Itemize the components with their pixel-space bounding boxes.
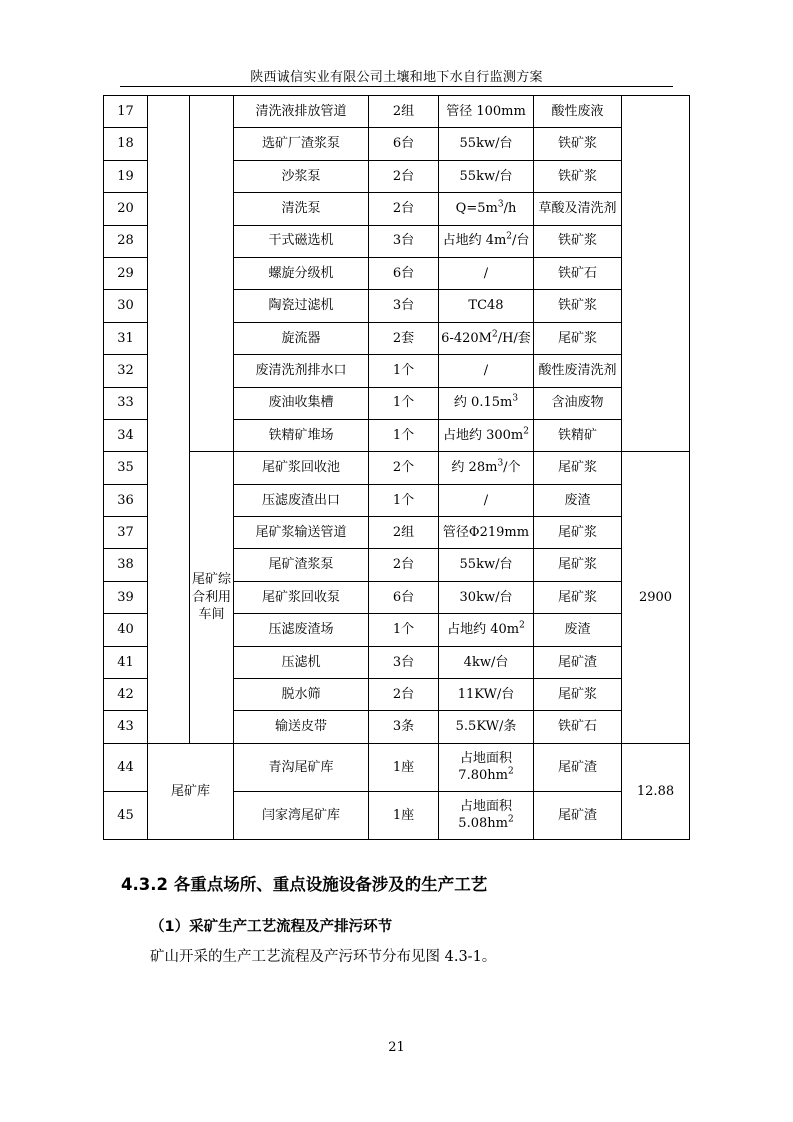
quantity: 2个 <box>369 452 439 484</box>
spec-cell <box>439 322 534 354</box>
spec-cell: 55kw/台 <box>439 549 534 581</box>
spec-text: 6-420M <box>441 330 492 346</box>
facility-name: 旋流器 <box>234 322 369 354</box>
area-cell-upper <box>622 96 690 452</box>
row-number: 31 <box>104 322 148 354</box>
spec-superscript: 2 <box>506 232 513 243</box>
spec-cell: / <box>439 355 534 387</box>
spec-cell: 4kw/台 <box>439 646 534 678</box>
row-number: 17 <box>104 96 148 128</box>
spec-value <box>439 232 533 250</box>
pollutant: 铁矿石 <box>534 711 622 743</box>
equipment-table <box>103 95 690 840</box>
pollutant: 尾矿渣 <box>534 791 622 839</box>
spec-cell: 55kw/台 <box>439 128 534 160</box>
quantity: 6台 <box>369 128 439 160</box>
spec-cell: 管径 100mm <box>439 96 534 128</box>
quantity: 2台 <box>369 193 439 225</box>
spec-text: 5.08hm <box>458 816 508 832</box>
section-title: 4.3.2 各重点场所、重点设施设备涉及的生产工艺 <box>121 875 488 894</box>
quantity: 2台 <box>369 679 439 711</box>
row-number: 36 <box>104 484 148 516</box>
spec-cell <box>439 791 534 839</box>
spec-cell <box>439 419 534 451</box>
row-number: 37 <box>104 517 148 549</box>
pollutant: 酸性废液 <box>534 96 622 128</box>
spec-line: 占地面积 <box>459 798 512 814</box>
pollutant: 尾矿浆 <box>534 517 622 549</box>
table-row <box>104 452 690 484</box>
pollutant: 尾矿渣 <box>534 646 622 678</box>
spec-superscript: 2 <box>491 329 498 340</box>
pollutant: 尾矿浆 <box>534 679 622 711</box>
table-row <box>104 743 690 791</box>
row-number: 32 <box>104 355 148 387</box>
quantity: 6台 <box>369 257 439 289</box>
facility-name: 输送皮带 <box>234 711 369 743</box>
row-number: 45 <box>104 791 148 839</box>
row-number: 42 <box>104 679 148 711</box>
spec-superscript: 2 <box>507 814 514 825</box>
spec-superscript: 2 <box>523 426 529 437</box>
facility-name: 废清洗剂排水口 <box>234 355 369 387</box>
quantity: 2组 <box>369 517 439 549</box>
quantity: 3台 <box>369 646 439 678</box>
quantity: 6台 <box>369 581 439 613</box>
facility-name: 铁精矿堆场 <box>234 419 369 451</box>
quantity: 1个 <box>369 419 439 451</box>
facility-name: 压滤废渣出口 <box>234 484 369 516</box>
spec-cell <box>439 614 534 646</box>
pollutant: 铁矿浆 <box>534 160 622 192</box>
body-paragraph: 矿山开采的生产工艺流程及产污环节分布见图 4.3-1。 <box>150 949 497 965</box>
tailings-reservoir-label: 尾矿库 <box>148 743 234 839</box>
row-number: 39 <box>104 581 148 613</box>
row-number: 41 <box>104 646 148 678</box>
quantity: 1个 <box>369 387 439 419</box>
subcategory-cell <box>190 96 234 452</box>
spec-superscript: 3 <box>497 458 504 469</box>
tailings-workshop-label: 尾矿综合利用车间 <box>190 452 234 744</box>
spec-text: 7.80hm <box>458 768 508 784</box>
row-number: 40 <box>104 614 148 646</box>
subsection-title: （1）采矿生产工艺流程及产排污环节 <box>150 919 393 935</box>
quantity: 2台 <box>369 160 439 192</box>
pollutant: 草酸及清洗剂 <box>534 193 622 225</box>
facility-name: 压滤机 <box>234 646 369 678</box>
spec-cell <box>439 193 534 225</box>
page-number: 21 <box>388 1040 405 1055</box>
spec-text: 占地约 40m <box>447 622 520 638</box>
quantity: 3台 <box>369 225 439 257</box>
quantity: 2套 <box>369 322 439 354</box>
pollutant: 含油废物 <box>534 387 622 419</box>
row-number: 18 <box>104 128 148 160</box>
spec-text: 约 0.15m <box>453 395 513 411</box>
facility-name: 尾矿浆回收池 <box>234 452 369 484</box>
spec-cell: / <box>439 484 534 516</box>
spec-value <box>439 767 533 785</box>
row-number: 20 <box>104 193 148 225</box>
spec-text: 占地约 4m <box>442 233 507 249</box>
facility-name: 螺旋分级机 <box>234 257 369 289</box>
spec-cell: 5.5KW/条 <box>439 711 534 743</box>
row-number: 43 <box>104 711 148 743</box>
row-number: 33 <box>104 387 148 419</box>
facility-name: 干式磁选机 <box>234 225 369 257</box>
area-value: 12.88 <box>622 743 690 839</box>
quantity: 1个 <box>369 614 439 646</box>
spec-value <box>439 394 533 412</box>
row-number: 28 <box>104 225 148 257</box>
spec-line: 占地面积 <box>459 750 512 766</box>
spec-value <box>439 621 533 639</box>
spec-cell: 11KW/台 <box>439 679 534 711</box>
facility-name: 闫家湾尾矿库 <box>234 791 369 839</box>
facility-name: 沙浆泵 <box>234 160 369 192</box>
spec-cell <box>439 452 534 484</box>
quantity: 2组 <box>369 96 439 128</box>
spec-text-suffix: /h <box>503 201 517 217</box>
row-number: 35 <box>104 452 148 484</box>
facility-name: 压滤废渣场 <box>234 614 369 646</box>
spec-superscript: 3 <box>497 199 504 210</box>
pollutant: 尾矿浆 <box>534 549 622 581</box>
quantity: 1个 <box>369 355 439 387</box>
page-header: 陕西诚信实业有限公司土壤和地下水自行监测方案 <box>250 70 543 85</box>
facility-name: 选矿厂渣浆泵 <box>234 128 369 160</box>
spec-cell <box>439 743 534 791</box>
pollutant: 铁精矿 <box>534 419 622 451</box>
table-row <box>104 96 690 128</box>
row-number: 38 <box>104 549 148 581</box>
quantity: 1个 <box>369 484 439 516</box>
facility-name: 尾矿浆回收泵 <box>234 581 369 613</box>
spec-cell: 55kw/台 <box>439 160 534 192</box>
facility-name: 清洗液排放管道 <box>234 96 369 128</box>
spec-cell: / <box>439 257 534 289</box>
spec-value <box>439 330 533 348</box>
pollutant: 废渣 <box>534 614 622 646</box>
pollutant: 铁矿浆 <box>534 128 622 160</box>
spec-text: 约 28m <box>451 460 498 476</box>
spec-cell <box>439 387 534 419</box>
facility-name: 清洗泵 <box>234 193 369 225</box>
pollutant: 尾矿浆 <box>534 581 622 613</box>
facility-name: 青沟尾矿库 <box>234 743 369 791</box>
spec-superscript: 3 <box>512 394 519 405</box>
spec-value <box>439 459 533 477</box>
pollutant: 尾矿渣 <box>534 743 622 791</box>
pollutant: 酸性废清洗剂 <box>534 355 622 387</box>
pollutant: 废渣 <box>534 484 622 516</box>
facility-name: 陶瓷过滤机 <box>234 290 369 322</box>
quantity: 2台 <box>369 549 439 581</box>
spec-value <box>439 815 533 833</box>
spec-cell: 30kw/台 <box>439 581 534 613</box>
row-number: 30 <box>104 290 148 322</box>
pollutant: 铁矿浆 <box>534 290 622 322</box>
row-number: 29 <box>104 257 148 289</box>
row-number: 44 <box>104 743 148 791</box>
pollutant: 铁矿石 <box>534 257 622 289</box>
spec-value <box>439 427 533 445</box>
spec-text-suffix: /个 <box>503 460 521 476</box>
facility-name: 废油收集槽 <box>234 387 369 419</box>
area-value: 2900 <box>622 452 690 744</box>
quantity: 3台 <box>369 290 439 322</box>
quantity: 3条 <box>369 711 439 743</box>
quantity: 1座 <box>369 743 439 791</box>
row-number: 34 <box>104 419 148 451</box>
quantity: 1座 <box>369 791 439 839</box>
spec-cell: TC48 <box>439 290 534 322</box>
facility-name: 尾矿渣浆泵 <box>234 549 369 581</box>
facility-name: 脱水筛 <box>234 679 369 711</box>
pollutant: 铁矿浆 <box>534 225 622 257</box>
spec-text: Q=5m <box>455 201 498 217</box>
facility-name: 尾矿浆输送管道 <box>234 517 369 549</box>
spec-cell: 管径Φ219mm <box>439 517 534 549</box>
header-rule <box>120 86 673 87</box>
spec-text-suffix: /台 <box>512 233 530 249</box>
spec-value <box>439 200 533 218</box>
spec-superscript: 2 <box>519 620 525 631</box>
spec-superscript: 2 <box>507 766 514 777</box>
row-number: 19 <box>104 160 148 192</box>
pollutant: 尾矿浆 <box>534 452 622 484</box>
pollutant: 尾矿浆 <box>534 322 622 354</box>
spec-cell <box>439 225 534 257</box>
spec-text: 占地约 300m <box>442 427 524 443</box>
spec-text-suffix: /H/套 <box>497 330 531 346</box>
category-cell <box>148 96 190 744</box>
